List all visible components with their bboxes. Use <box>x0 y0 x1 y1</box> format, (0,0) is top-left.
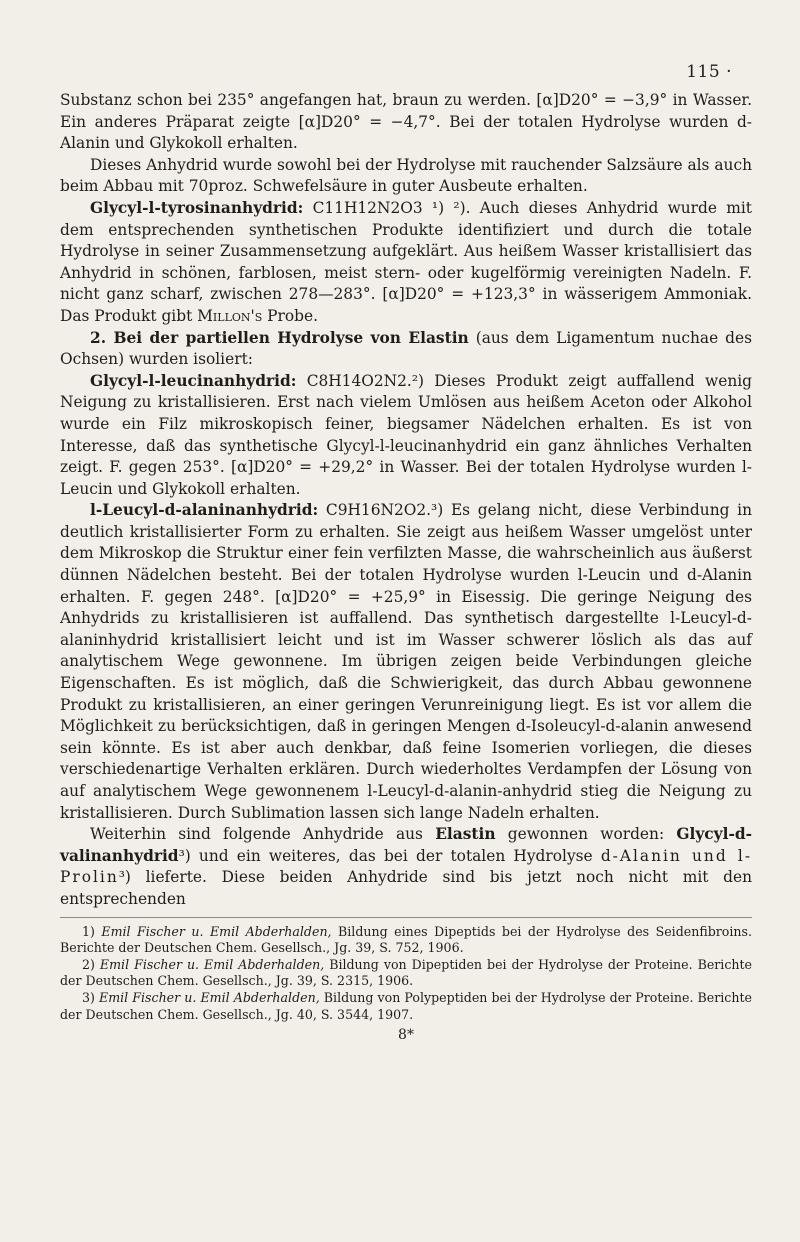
compound-heading: Glycyl-l-leucinanhydrid: <box>90 371 297 390</box>
paragraph-text: Weiterhin sind folgende Anhydride aus <box>90 825 436 844</box>
section-heading: 2. Bei der partiellen Hydrolyse von Elastin <box>90 328 469 347</box>
paragraph-text: C11H12N2O3 ¹) ²). Auch dieses Anhydrid wurde mit dem entsprechenden synthetischen Produkte identifiziert und durch die totale Hydrolyse in seiner Zusammensetzung aufgeklärt. Aus heißem Wasser kristallisiert das Anhydrid in schönen, farblosen, meist stern- oder kugelförmig vereinigten Nadeln. F. nicht ganz scharf, zwischen 278—283°. [α]D20° = +123,3° in wässerigem Ammoniak. Das Produkt gibt <box>60 198 752 325</box>
paragraph-text: (aus dem Ligamentum nuchae des Ochsen) wurden isoliert: <box>60 328 753 369</box>
footnote-text: Bildung eines Dipeptids bei der Hydrolyse des Seidenfibroins. Berichte der Deutschen Chem. Gesellsch., Jg. 39, S. 752, 1906. <box>60 923 752 956</box>
paragraph-text: gewonnen worden: <box>495 825 677 844</box>
compound-heading: Glycyl-d-valinanhydrid <box>60 825 753 865</box>
compound-heading: l-Leucyl-d-alaninanhydrid: <box>90 501 319 520</box>
footnote-marker: 2) <box>82 956 100 972</box>
prolin-term: l-Prolin <box>60 846 753 887</box>
footnote-text: Bildung von Polypeptiden bei der Hydrolyse der Proteine. Berichte der Deutschen Chem. Gesellsch., Jg. 40, S. 3544, 1907. <box>60 989 752 1022</box>
millon-name: Millon's <box>197 306 263 325</box>
footnote-3 <box>60 990 752 1023</box>
body-text <box>60 90 752 911</box>
footnote-text: Bildung von Dipeptiden bei der Hydrolyse der Proteine. Berichte der Deutschen Chem. Gesellsch., Jg. 39, S. 2315, 1906. <box>60 956 752 989</box>
paragraph-alaninanhydrid <box>60 500 752 824</box>
paragraph-elastin-anhydride <box>60 824 752 910</box>
page-number: 115 · <box>686 62 732 82</box>
footnote-authors: Emil Fischer u. Emil Abderhalden, <box>99 989 320 1005</box>
elastin-term: Elastin <box>435 825 496 844</box>
paragraph-2: Dieses Anhydrid wurde sowohl bei der Hydrolyse mit rauchender Salzsäure als auch beim Abbau mit 70proz. Schwefelsäure in guter Ausbeute erhalten. <box>60 155 752 196</box>
footnotes <box>60 917 752 1044</box>
paragraph-text: Probe. <box>262 306 319 325</box>
paragraph-text: ³) lieferte. Diese beiden Anhydride sind bis jetzt noch nicht mit den entsprechenden <box>60 868 752 908</box>
paragraph-tyrosinanhydrid <box>60 198 752 328</box>
paragraph-text: C8H14O2N2.²) Dieses Produkt zeigt auffallend wenig Neigung zu kristallisieren. Erst nach vielem Umlösen aus heißem Aceton oder Alkohol wurde ein Filz mikroskopisch feiner, biegsamer Nädelchen erhalten. Es ist von Interesse, daß das synthetische Glycyl-l-leucinanhydrid ein ganz ähnliches Verhalten zeigt. F. gegen 253°. [α]D20° = +29,2° in Wasser. Bei der totalen Hydrolyse wurden l-Leucin und Glykokoll erhalten. <box>60 371 752 498</box>
footnote-authors: Emil Fischer u. Emil Abderhalden, <box>101 923 332 939</box>
paragraph-text: und <box>681 846 738 865</box>
footnote-1 <box>60 924 752 957</box>
paragraph-leucinanhydrid <box>60 371 752 501</box>
footnote-2 <box>60 957 752 990</box>
footnote-marker: 3) <box>82 989 100 1005</box>
paragraph-1: Substanz schon bei 235° angefangen hat, braun zu werden. [α]D20° = −3,9° in Wasser. Ein anderes Präparat zeigte [α]D20° = −4,7°. Bei der totalen Hydrolyse wurden d-Alanin und Glykokoll erhalten. <box>60 91 752 153</box>
footnote-marker: 1) <box>82 923 102 939</box>
footnote-authors: Emil Fischer u. Emil Abderhalden, <box>99 956 325 972</box>
paragraph-text: ³) und ein weiteres, das bei der totalen Hydrolyse <box>178 846 601 865</box>
signature-mark: 8* <box>398 1027 414 1044</box>
compound-heading: Glycyl-l-tyrosinanhydrid: <box>90 198 304 217</box>
alanin-term: d-Alanin <box>600 846 682 865</box>
section-2-heading <box>60 328 752 371</box>
paragraph-text: C9H16N2O2.³) Es gelang nicht, diese Verbindung in deutlich kristallisierter Form zu erhalten. Sie zeigt aus heißem Wasser umgelöst unter dem Mikroskop die Struktur einer fein verfilzten Masse, die wahrscheinlich aus äußerst dünnen Nädelchen besteht. Bei der totalen Hydrolyse wurden l-Leucin und d-Alanin erhalten. F. gegen 248°. [α]D20° = +25,9° in Eisessig. Die geringe Neigung des Anhydrids zu kristallisieren ist auffallend. Das synthetisch dargestellte l-Leucyl-d-alaninhydrid kristallisiert leicht und ist im Wasser schwerer löslich als das auf analytischem Wege gewonnene. Im übrigen zeigen beide Verbindungen gleiche Eigenschaften. Es ist möglich, daß die Schwierigkeit, das durch Abbau gewonnene Produkt zu kristallisieren, an einer geringen Verunreinigung liegt. Es ist vor allem die Möglichkeit zu berücksichtigen, daß in geringen Mengen d-Isoleucyl-d-alanin anwesend sein könnte. Es ist aber auch denkbar, daß feine Isomerien vorliegen, die dieses verschiedenartige Verhalten erklären. Durch wiederholtes Verdampfen der Lösung von auf analytischem Wege gewonnenem l-Leucyl-d-alanin-anhydrid stieg die Neigung zu kristallisieren. Durch Sublimation lassen sich lange Nadeln erhalten. <box>60 501 752 822</box>
